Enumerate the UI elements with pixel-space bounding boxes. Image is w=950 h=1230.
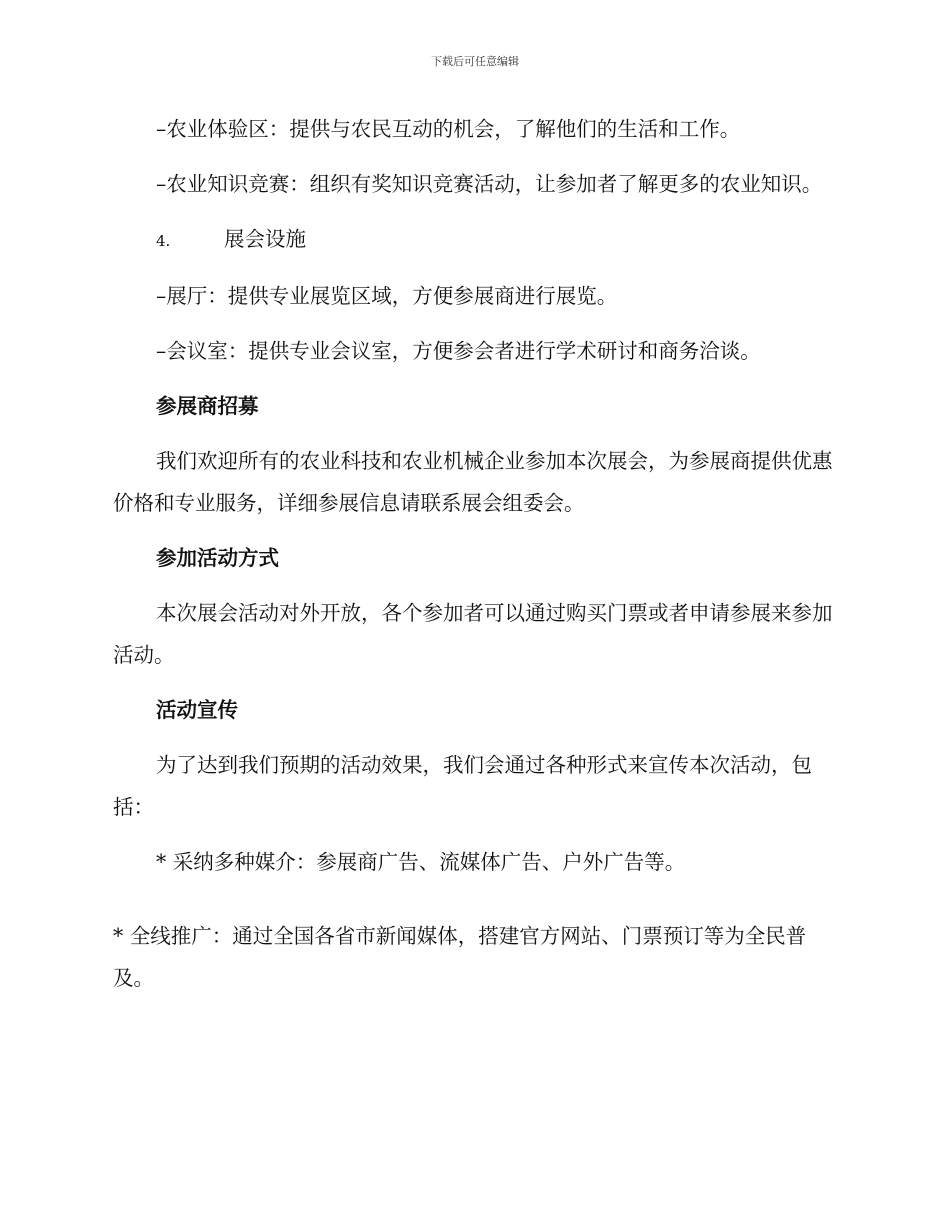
document-body <box>113 108 835 999</box>
page-header: 下载后可任意编辑 <box>431 55 519 68</box>
heading-exhibitor-recruitment: 参展商招募 <box>156 394 259 418</box>
paragraph-knowledge-contest: –农业知识竞赛：组织有奖知识竞赛活动，让参加者了解更多的农业知识。 <box>156 172 823 196</box>
paragraph-farm-experience: –农业体验区：提供与农民互动的机会，了解他们的生活和工作。 <box>156 117 741 141</box>
heading-participation: 参加活动方式 <box>156 546 279 570</box>
section-title: 展会设施 <box>224 227 306 251</box>
heading-promotion: 活动宣传 <box>156 698 238 722</box>
paragraph-meeting-room: –会议室：提供专业会议室，方便参会者进行学术研讨和商务洽谈。 <box>156 339 761 363</box>
paragraph-exhibition-hall: –展厅：提供专业展览区域，方便参展商进行展览。 <box>156 284 618 308</box>
list-item-nationwide: * 全线推广：通过全国各省市新闻媒体，搭建官方网站、门票预订等为全民普及。 <box>113 924 807 990</box>
list-item-media: * 采纳多种媒介：参展商广告、流媒体广告、户外广告等。 <box>156 850 686 874</box>
paragraph-promotion: 为了达到我们预期的活动效果，我们会通过各种形式来宣传本次活动，包括： <box>113 753 812 819</box>
paragraph-participation: 本次展会活动对外开放，各个参加者可以通过购买门票或者申请参展来参加活动。 <box>113 601 833 667</box>
section-heading-facilities <box>113 218 835 262</box>
paragraph-exhibitor-recruitment: 我们欢迎所有的农业科技和农业机械企业参加本次展会，为参展商提供优惠价格和专业服务，详细参展信息请联系展会组委会。 <box>113 449 833 515</box>
section-number: 4. <box>156 232 171 250</box>
